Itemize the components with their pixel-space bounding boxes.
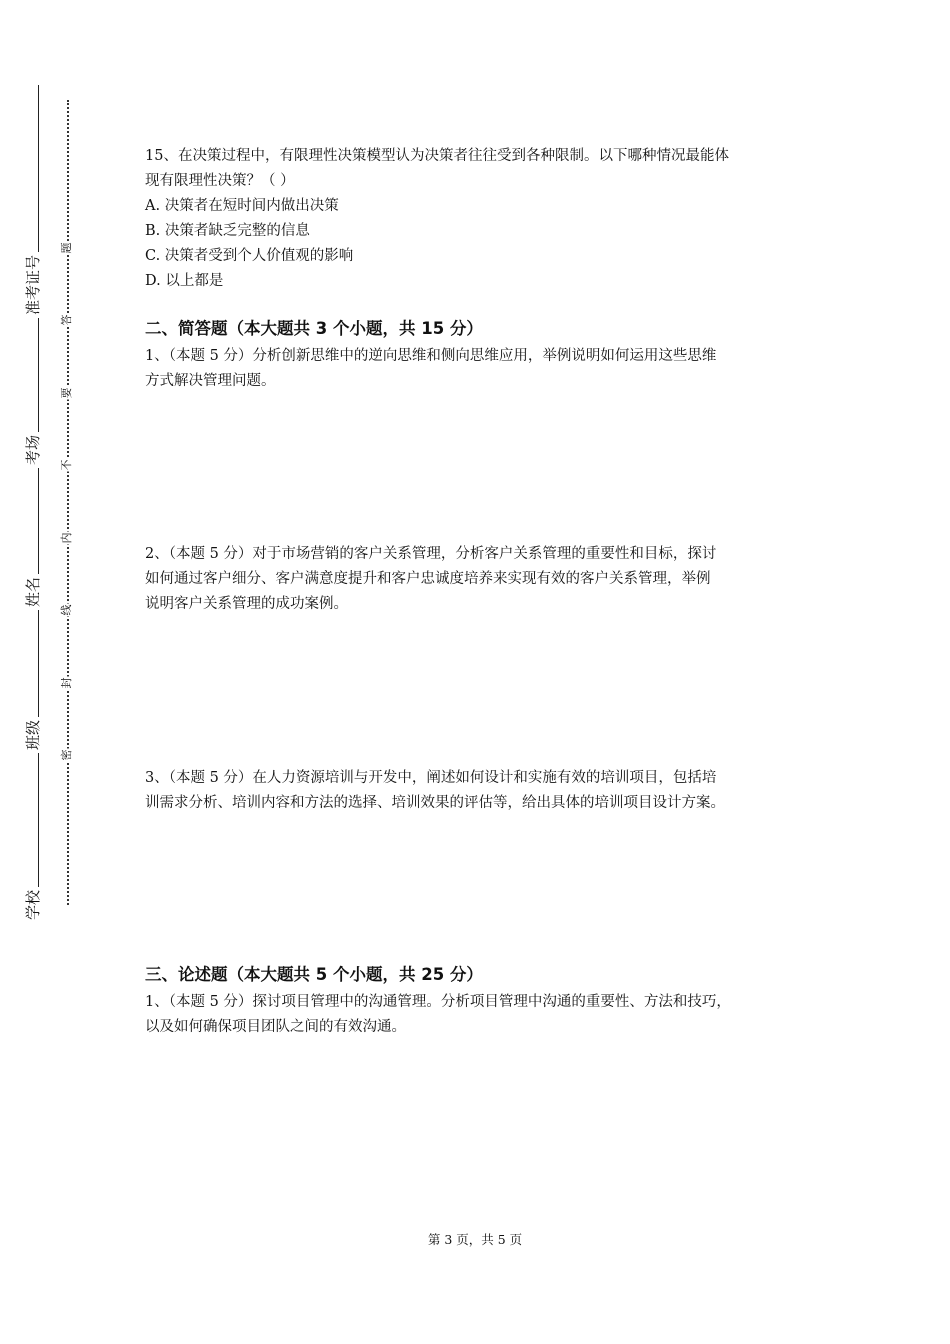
seal-char: 线 (60, 604, 73, 616)
short-answer-3-line: 训需求分析、培训内容和方法的选择、培训效果的评估等，给出具体的培训项目设计方案。 (145, 795, 725, 811)
field-label-school: 学校 (24, 887, 42, 923)
seal-char: 密 (60, 749, 73, 761)
field-label-exam-number: 准考证号 (24, 252, 42, 318)
section-3-heading: 三、论述题（本大题共 5 个小题，共 25 分） (145, 965, 483, 984)
short-answer-2-line: 2、（本题 5 分）对于市场营销的客户关系管理，分析客户关系管理的重要性和目标，探讨 (145, 546, 717, 562)
seal-char: 答 (60, 314, 73, 326)
option-a: A. 决策者在短时间内做出决策 (145, 198, 339, 214)
section-2-heading: 二、简答题（本大题共 3 个小题，共 15 分） (145, 319, 483, 338)
option-b: B. 决策者缺乏完整的信息 (145, 223, 310, 239)
short-answer-2-line: 如何通过客户细分、客户满意度提升和客户忠诚度培养来实现有效的客户关系管理，举例 (145, 571, 711, 587)
field-label-exam-room: 考场 (24, 432, 42, 468)
page-number: 第 3 页，共 5 页 (427, 1232, 523, 1247)
question-15-stem-line: 15、在决策过程中，有限理性决策模型认为决策者往往受到各种限制。以下哪种情况最能体 (145, 148, 729, 164)
field-label-class: 班级 (24, 717, 42, 753)
field-label-name: 姓名 (24, 574, 42, 610)
seal-char: 内 (60, 532, 73, 544)
seal-char: 要 (60, 387, 73, 399)
short-answer-1-line: 1、（本题 5 分）分析创新思维中的逆向思维和侧向思维应用，举例说明如何运用这些思维 (145, 348, 717, 364)
seal-char: 题 (60, 242, 73, 254)
fill-in-line (38, 85, 39, 920)
seal-char: 不 (60, 459, 73, 471)
short-answer-3-line: 3、（本题 5 分）在人力资源培训与开发中，阐述如何设计和实施有效的培训项目，包括培 (145, 770, 717, 786)
question-15-stem-line: 现有限理性决策？（ ） (145, 173, 295, 189)
option-d: D. 以上都是 (145, 273, 224, 289)
seal-dotted-line (67, 100, 69, 905)
essay-1-line: 1、（本题 5 分）探讨项目管理中的沟通管理。分析项目管理中沟通的重要性、方法和技巧， (145, 994, 731, 1010)
option-c: C. 决策者受到个人价值观的影响 (145, 248, 354, 264)
essay-1-line: 以及如何确保项目团队之间的有效沟通。 (145, 1019, 406, 1035)
short-answer-2-line: 说明客户关系管理的成功案例。 (145, 596, 348, 612)
seal-char: 封 (60, 677, 73, 689)
binding-margin (0, 0, 100, 1344)
short-answer-1-line: 方式解决管理问题。 (145, 373, 276, 389)
